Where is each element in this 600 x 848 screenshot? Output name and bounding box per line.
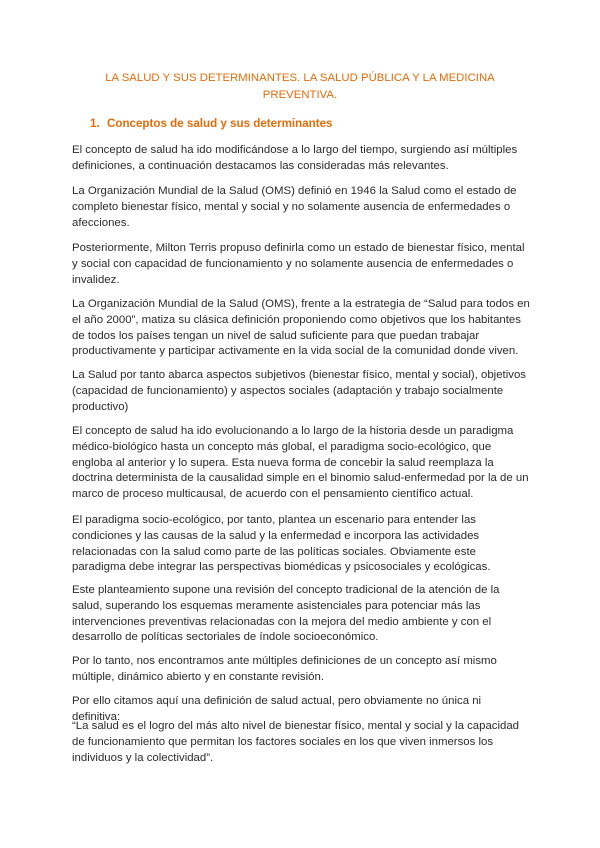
section-number: 1. [90, 117, 100, 130]
paragraph-planteamiento: Este planteamiento supone una revisión del concepto tradicional de la atención de la salud, superando los esquemas meramente asistenciales para potenciar más las intervenciones preventivas relacionadas con la mejora del medio ambiente y con el desarrollo de políticas sectoriales de índole socioeconómico. [72, 584, 500, 644]
paragraph-definicion-actual: Por ello citamos aquí una definición de salud actual, pero obviamente no única ni definitiva: [72, 695, 482, 723]
paragraph-multiples-definiciones: Por lo tanto, nos encontramos ante múltiples definiciones de un concepto así mismo múltiple, dinámico abierto y en constante revisión. [72, 655, 497, 683]
paragraph-aspectos: La Salud por tanto abarca aspectos subjetivos (bienestar físico, mental y social), objetivos (capacidad de funcionamiento) y aspectos sociales (adaptación y trabajo socialmente productivo) [72, 369, 526, 413]
section-heading [90, 116, 333, 132]
paragraph-intro: El concepto de salud ha ido modificándose a lo largo del tiempo, surgiendo así múltiples definiciones, a continuación destacamos las consideradas más relevantes. [72, 144, 518, 172]
paragraph-oms-1946: La Organización Mundial de la Salud (OMS) definió en 1946 la Salud como el estado de completo bienestar físico, mental y social y no solamente ausencia de enfermedades o afecciones. [72, 185, 517, 229]
section-heading-text: Conceptos de salud y sus determinantes [107, 117, 333, 130]
paragraph-milton-terris: Posteriormente, Milton Terris propuso definirla como un estado de bienestar físico, mental y social con capacidad de funcionamiento y no solamente ausencia de enfermedades o invalidez. [72, 242, 525, 286]
paragraph-oms-2000: La Organización Mundial de la Salud (OMS), frente a la estrategia de “Salud para todos en el año 2000”, matiza su clásica definición proponiendo como objetivos que los habitantes de todos los países tengan un nivel de salud suficiente para que puedan trabajar productivamente y participar activamente en la vida social de la comunidad donde viven. [72, 298, 530, 358]
paragraph-socio-ecologico: El paradigma socio-ecológico, por tanto, plantea un escenario para entender las condiciones y las causas de la salud y la enfermedad e incorpora las actividades relacionadas con la salud como parte de las políticas sociales. Obviamente este paradigma debe integrar las perspectivas biomédicas y psicosociales y ecológicas. [72, 514, 491, 574]
paragraph-evolucion: El concepto de salud ha ido evolucionando a lo largo de la historia desde un paradigma médico-biológico hasta un concepto más global, el paradigma socio-ecológico, que engloba al anterior y lo supera. Esta nueva forma de concebir la salud reemplaza la doctrina determinista de la causalidad simple en el binomio salud-enfermedad por la de un marco de proceso multicausal, de acuerdo con el pensamiento científico actual. [72, 425, 529, 501]
paragraph-cita-salud: “La salud es el logro del más alto nivel de bienestar físico, mental y social y la capacidad de funcionamiento que permitan los factores sociales en los que viven inmersos los individuos y la colectividad”. [72, 720, 520, 764]
document-title: LA SALUD Y SUS DETERMINANTES. LA SALUD PÚBLICA Y LA MEDICINA PREVENTIVA. [105, 72, 495, 101]
